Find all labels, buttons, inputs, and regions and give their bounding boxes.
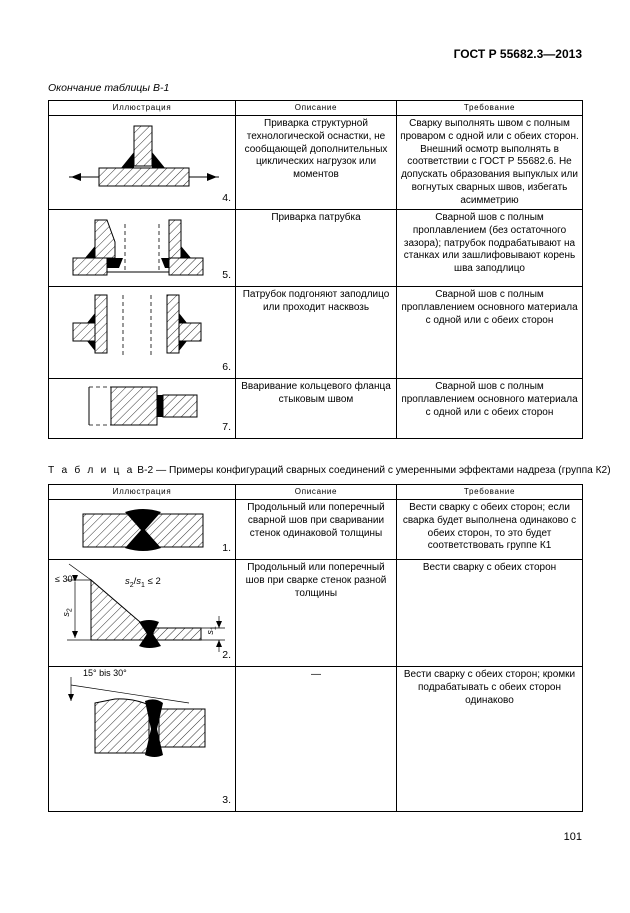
table1-col-requirement: Требование <box>397 101 583 116</box>
thickness-ratio-label: $s_2/s_1 \le 2$ <box>125 576 161 589</box>
table2-col-illustration: Иллюстрация <box>49 485 236 500</box>
illustration-t1-4 <box>49 116 236 210</box>
row-number: 3. <box>222 794 231 806</box>
dim-s2-label: $s_2$ <box>60 608 74 617</box>
angle-label: ≤ 30° <box>55 574 77 584</box>
table2-caption-word: Т а б л и ц а <box>48 465 135 476</box>
table2 <box>48 484 583 812</box>
description-cell: Продольный или поперечный шов при сварке стенок разной толщины <box>236 560 397 667</box>
table-row <box>49 210 583 287</box>
table1-col-description: Описание <box>236 101 397 116</box>
illustration-t2-2 <box>49 560 236 667</box>
table2-col-requirement: Требование <box>397 485 583 500</box>
description-cell: Приварка структурной технологической оснастки, не сообщающей дополнительных циклических нагрузок или моментов <box>236 116 397 210</box>
row-number: 5. <box>222 269 231 281</box>
table2-caption <box>48 465 611 476</box>
table-row <box>49 667 583 812</box>
requirement-cell: Вести сварку с обеих сторон; если сварка будет выполнена одинаково с обеих сторон, то это будет соответствовать группе К1 <box>397 500 583 560</box>
description-cell: Продольный или поперечный сварной шов при сваривании стенок одинаковой толщины <box>236 500 397 560</box>
document-code: ГОСТ Р 55682.3—2013 <box>453 47 582 61</box>
requirement-cell: Сварной шов с полным проплавлением (без остаточного зазора); патрубок подрабатывают на станках или зашлифовывают корень шва заподлицо <box>397 210 583 287</box>
row-number: 1. <box>222 542 231 554</box>
angle-label: 15° bis 30° <box>83 668 127 678</box>
table2-col-description: Описание <box>236 485 397 500</box>
description-cell: Приварка патрубка <box>236 210 397 287</box>
requirement-cell: Сварку выполнять швом с полным проваром с одной или с обеих сторон. Внешний осмотр выполнять в соответствии с ГОСТ Р 55682.6. Не допускать образования выпуклых или вогнутых сварных швов, избегать асимметрию <box>397 116 583 210</box>
description-cell: Патрубок подгоняют заподлицо или проходит насквозь <box>236 287 397 379</box>
table1-header-row <box>49 101 583 116</box>
table-row <box>49 500 583 560</box>
row-number: 6. <box>222 361 231 373</box>
row-number: 4. <box>222 192 231 204</box>
description-cell: — <box>236 667 397 812</box>
row-number: 7. <box>222 421 231 433</box>
table-row <box>49 560 583 667</box>
table-row <box>49 116 583 210</box>
table1 <box>48 100 583 439</box>
table2-caption-text: В-2 — Примеры конфигураций сварных соединений с умеренными эффектами надреза (группа К2) <box>137 465 611 476</box>
illustration-t2-3 <box>49 667 236 812</box>
requirement-cell: Вести сварку с обеих сторон; кромки подрабатывать с обеих сторон одинаково <box>397 667 583 812</box>
requirement-cell: Сварной шов с полным проплавлением основного материала с одной или с обеих сторон <box>397 379 583 439</box>
page-number: 101 <box>563 831 582 843</box>
illustration-t1-7 <box>49 379 236 439</box>
row-number: 2. <box>222 649 231 661</box>
requirement-cell: Сварной шов с полным проплавлением основного материала с одной или с обеих сторон <box>397 287 583 379</box>
illustration-t1-6 <box>49 287 236 379</box>
dim-s1-label: $s_1$ <box>204 626 218 635</box>
table-row <box>49 379 583 439</box>
table1-col-illustration: Иллюстрация <box>49 101 236 116</box>
table-row <box>49 287 583 379</box>
table2-header-row <box>49 485 583 500</box>
table1-caption: Окончание таблицы В-1 <box>48 82 170 94</box>
illustration-t1-5 <box>49 210 236 287</box>
requirement-cell: Вести сварку с обеих сторон <box>397 560 583 667</box>
description-cell: Вваривание кольцевого фланца стыковым швом <box>236 379 397 439</box>
illustration-t2-1 <box>49 500 236 560</box>
